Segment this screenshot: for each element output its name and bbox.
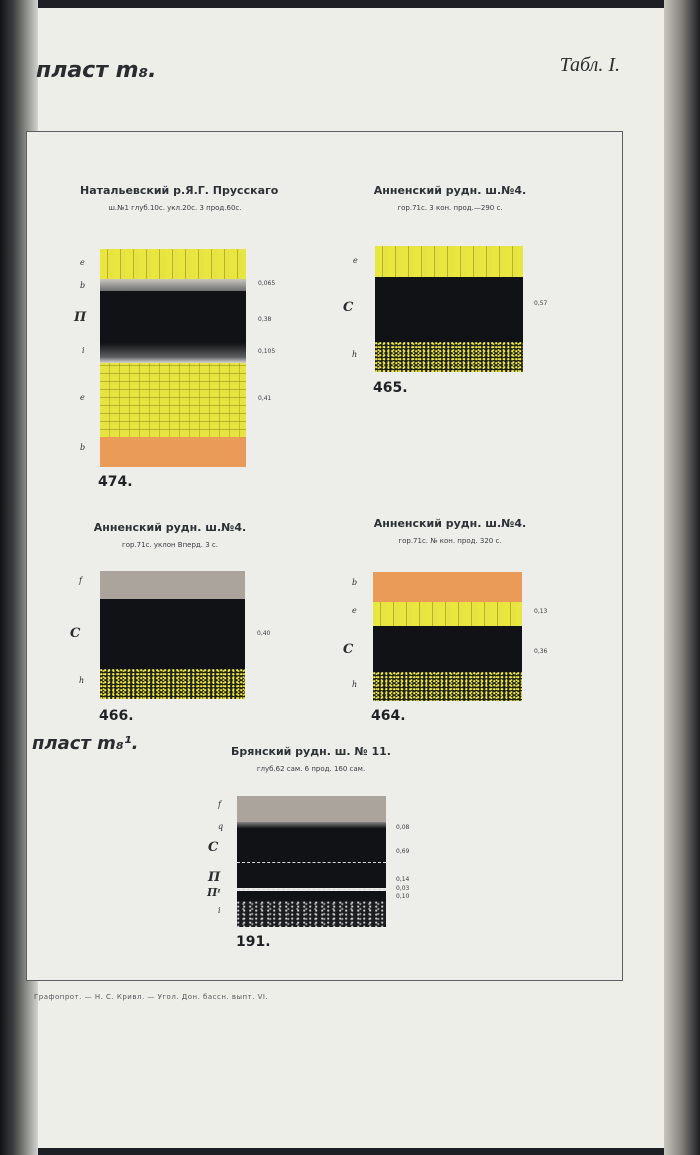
panel-474-column <box>100 249 246 467</box>
panel-464-subtitle: гор.71с. № кон. прод. 320 с. <box>398 537 502 545</box>
layer-transition <box>100 343 246 363</box>
thickness-value: 0,38 <box>258 316 272 323</box>
layer-grit <box>100 669 245 699</box>
layer-sandstone <box>100 363 246 437</box>
label: П <box>208 870 221 885</box>
label: Пᶦ <box>207 886 221 899</box>
panel-465-title: Анненский рудн. ш.№4. <box>373 184 527 197</box>
panel-464-number: 464. <box>371 708 406 724</box>
layer-coal <box>237 864 386 888</box>
thickness-value: 0,08 <box>396 824 410 831</box>
layer-coal <box>237 891 386 901</box>
label: f <box>218 800 221 809</box>
page-edge <box>664 0 700 1155</box>
panel-464-column <box>373 572 522 701</box>
layer-parting <box>237 889 386 890</box>
layer-clay <box>373 572 522 602</box>
layer-coal <box>237 828 386 864</box>
thickness-value: 0,36 <box>534 648 548 655</box>
panel-191-column <box>237 796 386 927</box>
panel-464-title: Анненский рудн. ш.№4. <box>373 517 527 530</box>
label: e <box>80 393 85 402</box>
layer-parting <box>237 862 386 863</box>
label: q <box>218 822 224 831</box>
publisher-footer: Графопрот. — Н. С. Кривл. — Угол. Дон. бассн. выпт. VI. <box>34 993 269 1001</box>
layer-shale <box>100 279 246 291</box>
panel-191-subtitle: глуб.62 сам. 6 прод. 160 сам. <box>256 765 366 773</box>
panel-465-column <box>375 246 523 372</box>
panel-474-title: Натальевский р.Я.Г. Прусскаго <box>80 184 279 197</box>
thickness-value: 0,065 <box>258 280 276 287</box>
layer-coal <box>100 291 246 343</box>
panel-465-subtitle: гор.71с. 3 кон. прод.—290 с. <box>397 204 503 212</box>
layer-shale <box>100 571 245 599</box>
panel-466-subtitle: гор.71с. уклон Вперд. 3 с. <box>122 541 218 549</box>
seam-heading: пласт m₈. <box>36 58 157 83</box>
thickness-value: 0,40 <box>257 630 271 637</box>
panel-191-title: Брянский рудн. ш. № 11. <box>231 745 391 758</box>
label: i <box>82 346 85 355</box>
thickness-value: 0,14 <box>396 876 410 883</box>
label: C <box>208 840 219 855</box>
thickness-value: 0,41 <box>258 395 272 402</box>
label: h <box>352 680 358 689</box>
label: b <box>80 281 86 290</box>
table-number: Табл. I. <box>559 54 620 76</box>
label: h <box>352 350 358 359</box>
thickness-value: 0,105 <box>258 348 276 355</box>
thickness-value: 0,69 <box>396 848 410 855</box>
panel-466-title: Анненский рудн. ш.№4. <box>93 521 247 534</box>
layer-grit <box>375 342 523 372</box>
layer-sandstone <box>373 602 522 626</box>
thickness-value: 0,03 <box>396 885 410 892</box>
layer-coal <box>100 599 245 669</box>
label: b <box>352 578 358 587</box>
label: f <box>79 576 82 585</box>
panel-466-column <box>100 571 245 699</box>
thickness-value: 0,13 <box>534 608 548 615</box>
label: e <box>352 606 357 615</box>
label: C <box>343 300 354 315</box>
label: b <box>80 443 86 452</box>
seam-subheading: пласт m₈¹. <box>32 733 139 754</box>
label: e <box>80 258 85 267</box>
layer-grit <box>237 901 386 927</box>
panel-474-subtitle: ш.№1 глуб.10с. укл.20с. 3 прод.60с. <box>108 204 242 212</box>
panel-466-number: 466. <box>99 708 134 724</box>
label: e <box>353 256 358 265</box>
label: П <box>74 310 87 325</box>
layer-grit <box>373 672 522 701</box>
layer-coal <box>373 626 522 672</box>
label: C <box>343 642 354 657</box>
layer-clay <box>100 437 246 467</box>
panel-191-number: 191. <box>236 934 271 950</box>
layer-sandstone <box>375 246 523 277</box>
label: C <box>70 626 81 641</box>
layer-shale <box>237 796 386 822</box>
thickness-value: 0,57 <box>534 300 548 307</box>
layer-sandstone <box>100 249 246 279</box>
label: h <box>79 676 85 685</box>
panel-474-number: 474. <box>98 474 133 490</box>
label: i <box>218 906 221 915</box>
panel-465-number: 465. <box>373 380 408 396</box>
thickness-value: 0,10 <box>396 893 410 900</box>
layer-coal <box>375 277 523 342</box>
